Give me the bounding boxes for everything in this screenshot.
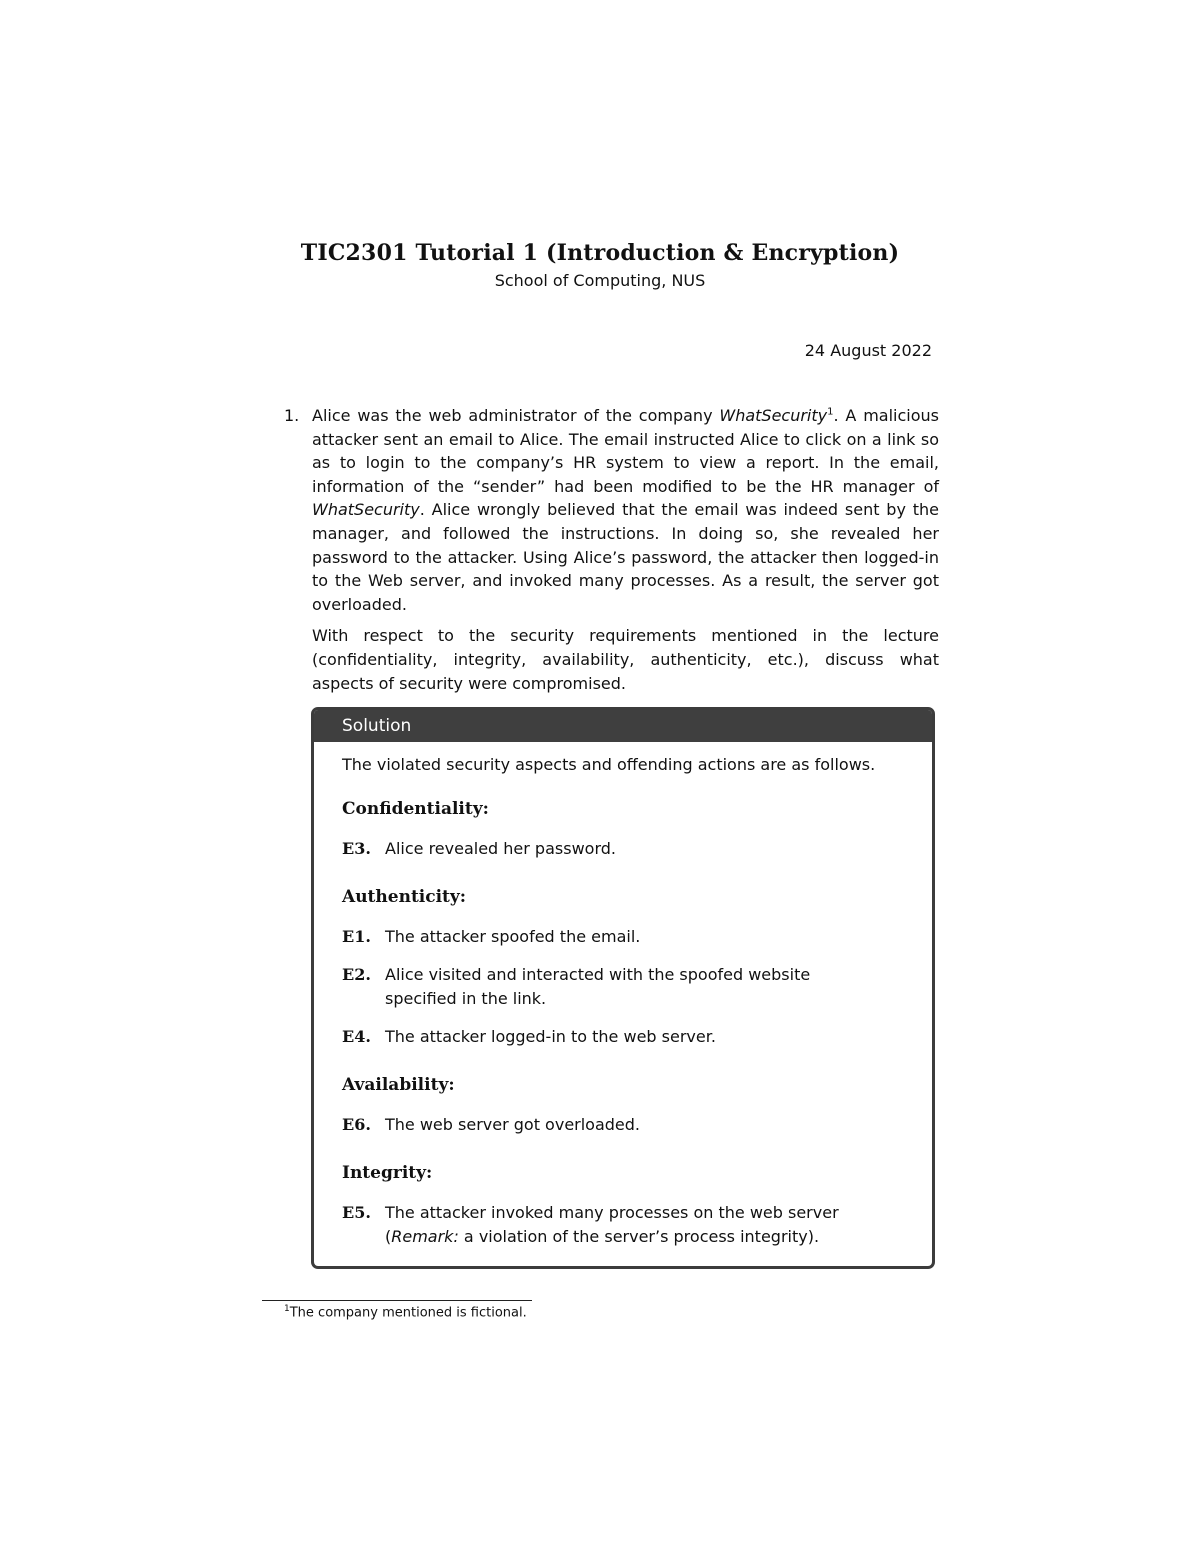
- solution-body: [314, 742, 932, 1249]
- event-item: [342, 837, 904, 861]
- event-text: Alice visited and interacted with the spoofed website specified in the link.: [385, 965, 811, 1008]
- company-name: WhatSecurity: [312, 500, 420, 520]
- event-id: E2.: [342, 965, 371, 984]
- event-id: E3.: [342, 839, 371, 858]
- footnote-divider: [262, 1300, 532, 1301]
- event-item: [342, 963, 904, 1011]
- question-text-part-2: . A malicious attacker sent an email to Alice. The email instructed Alice to click on a link so as to login to the company’s HR system to view a report. In the email, information of the “sender” had been modified to be the HR manager of: [312, 406, 939, 496]
- event-text: The attacker spoofed the email.: [385, 927, 641, 946]
- event-item: [342, 925, 904, 949]
- question-text-part-1: Alice was the web administrator of the company: [312, 406, 720, 425]
- event-text: The attacker invoked many processes on the web server: [385, 1203, 839, 1222]
- event-item: [342, 1025, 904, 1049]
- question-body: [312, 404, 939, 695]
- aspect-heading: Confidentiality:: [342, 799, 489, 819]
- event-text: Alice revealed her password.: [385, 839, 616, 858]
- event-id: E1.: [342, 927, 371, 946]
- aspect-group-availability: [342, 1073, 904, 1137]
- remark-label: Remark:: [391, 1227, 459, 1246]
- footnote-mark: 1: [284, 1304, 290, 1314]
- remark-text: a violation of the server’s process integrity).: [458, 1227, 820, 1246]
- aspect-group-confidentiality: [342, 797, 904, 861]
- document-date: 24 August 2022: [804, 341, 932, 360]
- event-id: E6.: [342, 1115, 371, 1134]
- footnote-marker: 1: [827, 406, 834, 418]
- event-item: [342, 1113, 904, 1137]
- event-text: The web server got overloaded.: [385, 1115, 641, 1134]
- aspect-group-integrity: [342, 1161, 904, 1249]
- solution-intro: The violated security aspects and offending actions are as follows.: [342, 755, 876, 774]
- question-number: 1.: [284, 406, 300, 425]
- aspect-group-authenticity: [342, 885, 904, 1049]
- solution-box: [311, 707, 935, 1269]
- event-item: [342, 1201, 904, 1249]
- event-id: E5.: [342, 1203, 371, 1222]
- question-paragraph-1: [312, 404, 939, 616]
- aspect-heading: Authenticity:: [342, 887, 467, 907]
- solution-header: Solution: [314, 710, 932, 742]
- footnote: [284, 1304, 527, 1320]
- aspect-heading: Availability:: [342, 1075, 455, 1095]
- event-text: The attacker logged-in to the web server.: [385, 1027, 716, 1046]
- aspect-heading: Integrity:: [342, 1163, 433, 1183]
- company-name: WhatSecurity: [719, 406, 828, 425]
- footnote-text: The company mentioned is fictional.: [289, 1305, 527, 1321]
- document-subtitle: School of Computing, NUS: [494, 271, 706, 290]
- remark-open: (: [385, 1227, 392, 1246]
- event-id: E4.: [342, 1027, 371, 1046]
- question-paragraph-2: With respect to the security requirements mentioned in the lecture (confidentiality, integrity, availability, authenticity, etc.), discuss what aspects of security were compromised.: [312, 626, 939, 693]
- question-1: [284, 404, 939, 703]
- question-text-part-3: . Alice wrongly believed that the email was indeed sent by the manager, and followed the instructions. In doing so, she revealed her password to the attacker. Using Alice’s password, the attacker then logged-in to the Web server, and invoked many processes. As a result, the server got overloaded.: [312, 500, 939, 614]
- document-title: TIC2301 Tutorial 1 (Introduction & Encryption): [300, 240, 900, 266]
